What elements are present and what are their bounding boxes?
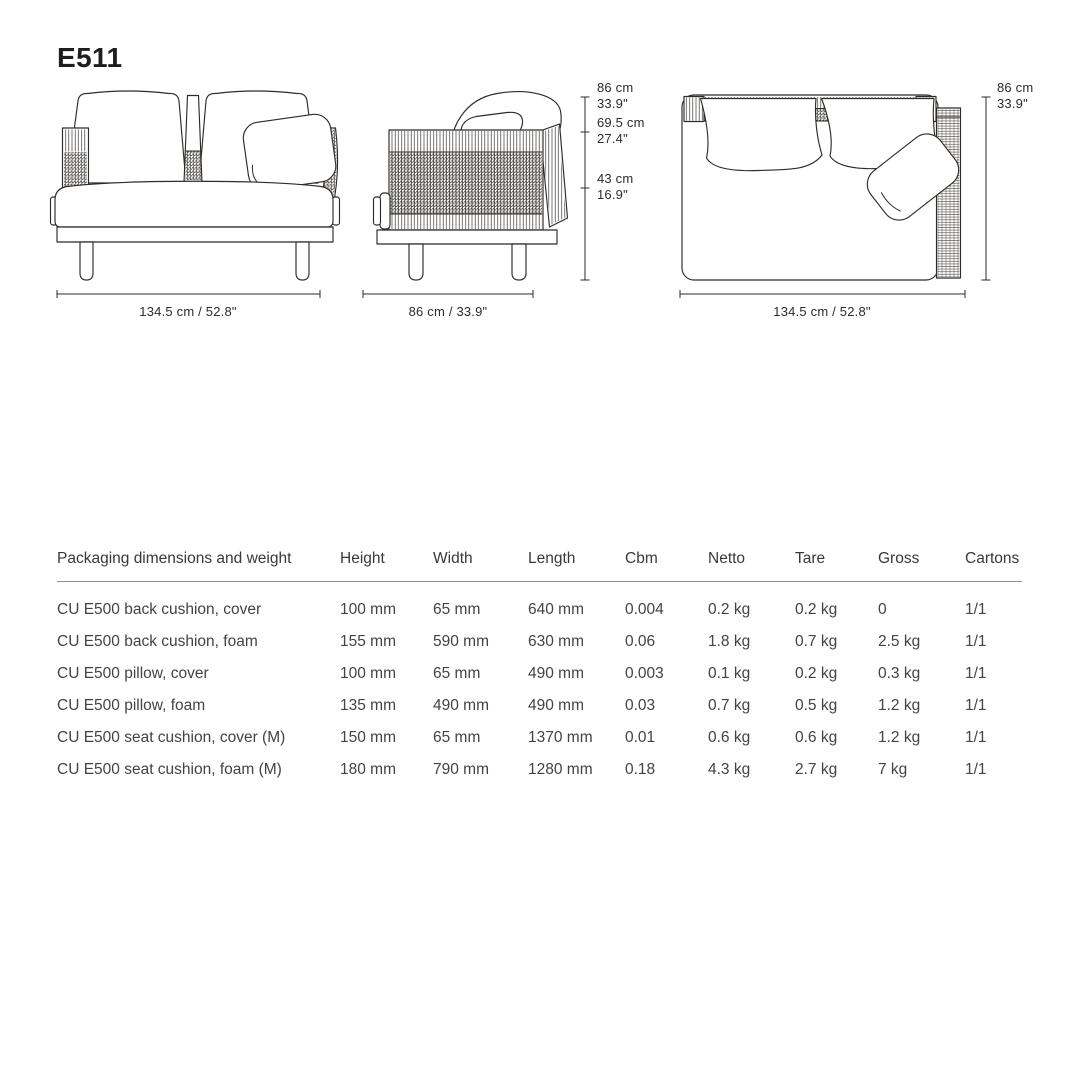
table-row xyxy=(57,754,1022,786)
height-label-back-cm: 69.5 cm xyxy=(597,115,645,130)
cell-length: 1280 mm xyxy=(528,761,593,778)
cell-cbm: 0.003 xyxy=(625,665,664,682)
cell-tare: 0.5 kg xyxy=(795,697,838,714)
cell-cbm: 0.004 xyxy=(625,601,664,618)
cell-item: CU E500 pillow, cover xyxy=(57,665,209,682)
cell-length: 640 mm xyxy=(528,601,584,618)
cell-gross: 2.5 kg xyxy=(878,633,921,650)
side-height-dimension xyxy=(581,80,645,280)
cell-netto: 0.1 kg xyxy=(708,665,751,682)
cell-item: CU E500 seat cushion, cover (M) xyxy=(57,729,286,746)
front-leg-left xyxy=(80,242,93,280)
side-base-frame xyxy=(377,230,557,244)
cell-width: 790 mm xyxy=(433,761,489,778)
cell-gross: 0 xyxy=(878,601,887,618)
cell-width: 490 mm xyxy=(433,697,489,714)
top-depth-dimension xyxy=(982,80,1034,280)
table-row xyxy=(57,690,1022,722)
cell-width: 65 mm xyxy=(433,601,481,618)
cell-cartons: 1/1 xyxy=(965,665,987,682)
cell-cartons: 1/1 xyxy=(965,697,987,714)
cell-tare: 0.7 kg xyxy=(795,633,838,650)
base-frame xyxy=(57,227,333,242)
cell-length: 490 mm xyxy=(528,697,584,714)
side-back-strip xyxy=(540,124,568,227)
cell-cartons: 1/1 xyxy=(965,601,987,618)
column-header-netto: Netto xyxy=(708,550,746,567)
cell-length: 630 mm xyxy=(528,633,584,650)
cell-netto: 0.6 kg xyxy=(708,729,751,746)
height-label-total-in: 33.9" xyxy=(597,96,628,111)
cell-width: 590 mm xyxy=(433,633,489,650)
side-weave-panel xyxy=(389,130,543,230)
table-row xyxy=(57,722,1022,754)
side-seat-edge xyxy=(380,193,390,229)
table-row xyxy=(57,626,1022,658)
top-back-cushion-left xyxy=(701,99,823,171)
cell-cbm: 0.01 xyxy=(625,729,656,746)
front-view xyxy=(51,91,340,319)
cell-height: 100 mm xyxy=(340,601,396,618)
cell-width: 65 mm xyxy=(433,665,481,682)
packaging-table xyxy=(57,550,1022,786)
front-leg-right xyxy=(296,242,309,280)
cell-netto: 1.8 kg xyxy=(708,633,751,650)
column-header-gross: Gross xyxy=(878,550,920,567)
cell-item: CU E500 back cushion, cover xyxy=(57,601,262,618)
top-depth-label-cm: 86 cm xyxy=(997,80,1034,95)
cell-height: 150 mm xyxy=(340,729,396,746)
column-header-length: Length xyxy=(528,550,576,567)
side-depth-label: 86 cm / 33.9" xyxy=(408,304,488,319)
cell-gross: 1.2 kg xyxy=(878,697,921,714)
height-label-total-cm: 86 cm xyxy=(597,80,634,95)
column-header-cartons: Cartons xyxy=(965,550,1020,567)
cell-gross: 7 kg xyxy=(878,761,908,778)
cell-cartons: 1/1 xyxy=(965,633,987,650)
cell-tare: 0.2 kg xyxy=(795,601,838,618)
column-header-name: Packaging dimensions and weight xyxy=(57,550,292,567)
page-title: E511 xyxy=(57,42,123,73)
cell-height: 100 mm xyxy=(340,665,396,682)
cell-item: CU E500 pillow, foam xyxy=(57,697,206,714)
cell-item: CU E500 back cushion, foam xyxy=(57,633,258,650)
cell-length: 1370 mm xyxy=(528,729,593,746)
cell-cbm: 0.18 xyxy=(625,761,656,778)
height-label-back-in: 27.4" xyxy=(597,131,628,146)
column-header-cbm: Cbm xyxy=(625,550,658,567)
column-header-width: Width xyxy=(433,550,473,567)
cell-netto: 4.3 kg xyxy=(708,761,751,778)
column-header-height: Height xyxy=(340,550,385,567)
cell-tare: 2.7 kg xyxy=(795,761,838,778)
side-connector-bracket xyxy=(374,197,381,225)
top-width-label: 134.5 cm / 52.8" xyxy=(773,304,871,319)
center-post-weave xyxy=(184,96,202,184)
cell-height: 155 mm xyxy=(340,633,396,650)
cell-length: 490 mm xyxy=(528,665,584,682)
cell-netto: 0.7 kg xyxy=(708,697,751,714)
column-header-tare: Tare xyxy=(795,550,826,567)
top-depth-label-in: 33.9" xyxy=(997,96,1028,111)
table-row xyxy=(57,594,1022,626)
table-row xyxy=(57,658,1022,690)
cell-cartons: 1/1 xyxy=(965,761,987,778)
side-leg-front xyxy=(409,244,423,280)
technical-drawings xyxy=(0,0,1080,340)
scatter-pillow xyxy=(241,112,338,192)
front-width-dimension xyxy=(57,290,320,319)
cell-cbm: 0.06 xyxy=(625,633,656,650)
cell-tare: 0.6 kg xyxy=(795,729,838,746)
cell-cartons: 1/1 xyxy=(965,729,987,746)
cell-netto: 0.2 kg xyxy=(708,601,751,618)
table-header-row xyxy=(57,550,1022,582)
cell-height: 180 mm xyxy=(340,761,396,778)
side-depth-dimension xyxy=(363,290,533,319)
top-view xyxy=(680,80,1033,319)
height-label-seat-cm: 43 cm xyxy=(597,171,634,186)
cell-height: 135 mm xyxy=(340,697,396,714)
side-view xyxy=(363,80,645,319)
front-width-label: 134.5 cm / 52.8" xyxy=(139,304,237,319)
cell-cbm: 0.03 xyxy=(625,697,656,714)
top-width-dimension xyxy=(680,290,965,319)
seat-cushion xyxy=(55,181,333,227)
height-label-seat-in: 16.9" xyxy=(597,187,628,202)
table-body xyxy=(57,582,1022,786)
cell-tare: 0.2 kg xyxy=(795,665,838,682)
cell-gross: 0.3 kg xyxy=(878,665,921,682)
cell-gross: 1.2 kg xyxy=(878,729,921,746)
cell-width: 65 mm xyxy=(433,729,481,746)
side-leg-back xyxy=(512,244,526,280)
cell-item: CU E500 seat cushion, foam (M) xyxy=(57,761,282,778)
